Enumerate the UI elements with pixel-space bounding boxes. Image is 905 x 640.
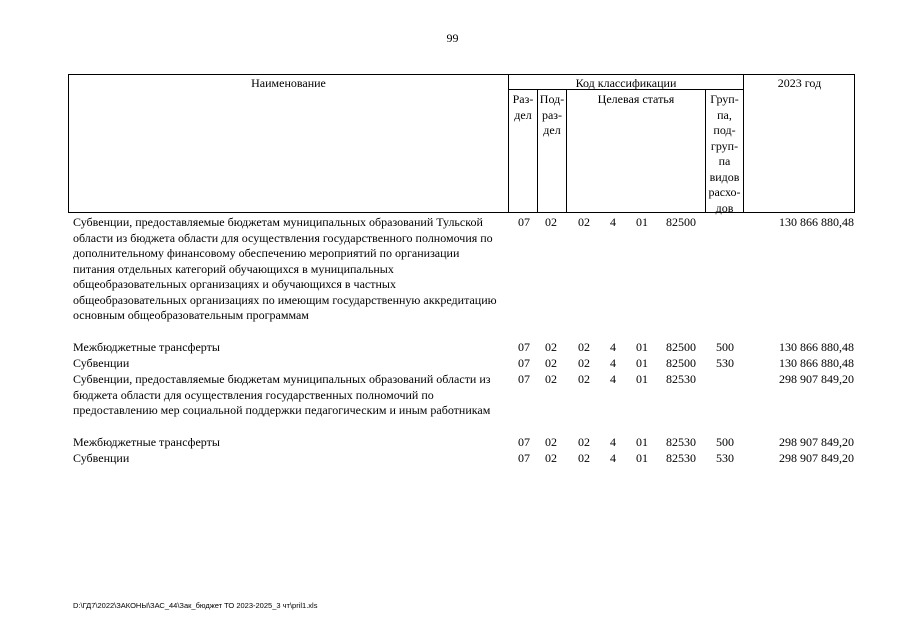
table-cell-target-program: 02	[578, 451, 590, 465]
table-cell-target-program: 02	[578, 340, 590, 354]
table-cell-target-subprogram: 01	[636, 215, 648, 229]
table-cell-target-program: 02	[578, 215, 590, 229]
table-cell-podrazdel: 02	[545, 435, 557, 449]
table-cell-amount: 298 907 849,20	[779, 372, 854, 386]
table-cell-target-subprogram: 01	[636, 356, 648, 370]
header-razdel: Раз- дел	[512, 92, 534, 122]
table-cell-target-program: 02	[578, 372, 590, 386]
footer-file-path: D:\ГД7\2022\ЗАКОНЫ\ЗАС_44\Зак_бюджет ТО 2023-2025_3 чт\pril1.xls	[73, 601, 318, 610]
table-row-name: Межбюджетные трансферты	[73, 435, 220, 449]
table-cell-podrazdel: 02	[545, 372, 557, 386]
table-cell-target-direction: 82530	[666, 435, 696, 449]
table-cell-razdel: 07	[518, 451, 530, 465]
table-cell-target-direction: 82530	[666, 451, 696, 465]
table-cell-expense-group: 530	[716, 356, 734, 370]
table-cell-podrazdel: 02	[545, 215, 557, 229]
table-row-name: Субвенции	[73, 451, 130, 465]
table-cell-razdel: 07	[518, 372, 530, 386]
header-target-article: Целевая статья	[597, 92, 675, 106]
header-expense-group: Груп- па, под- груп- па видов расхо- дов	[708, 92, 741, 215]
table-cell-target-type: 4	[610, 372, 616, 386]
header-podrazdel: Под- раз- дел	[539, 92, 565, 137]
table-row-name: Субвенции, предоставляемые бюджетам муниципальных образований Тульской области из бюджета области для осуществления государственного полномочия по дополнительному финансовому обеспечению мероприятий по организации питания отдельных категорий обучающихся в муниципальных общеобразовательных организациях и обучающихся в частных общеобразовательных организациях по имеющим государственную аккредитацию основным общеобразовательным программам	[73, 215, 497, 322]
table-row-name: Межбюджетные трансферты	[73, 340, 220, 354]
table-cell-target-type: 4	[610, 356, 616, 370]
table-cell-target-subprogram: 01	[636, 451, 648, 465]
table-cell-target-direction: 82500	[666, 340, 696, 354]
table-row-name: Субвенции, предоставляемые бюджетам муниципальных образований области из бюджета области для осуществления государственных полномочий по предоставлению мер социальной поддержки педагогическим и иным работникам	[73, 372, 491, 417]
header-year: 2023 год	[777, 76, 822, 90]
table-cell-target-direction: 82500	[666, 215, 696, 229]
table-cell-target-program: 02	[578, 435, 590, 449]
table-cell-razdel: 07	[518, 356, 530, 370]
table-cell-expense-group: 530	[716, 451, 734, 465]
header-name: Наименование	[251, 76, 326, 90]
table-cell-target-type: 4	[610, 451, 616, 465]
table-cell-amount: 298 907 849,20	[779, 435, 854, 449]
divider-code-year	[743, 74, 744, 213]
page-number: 99	[446, 31, 459, 45]
table-cell-target-program: 02	[578, 356, 590, 370]
table-cell-target-direction: 82530	[666, 372, 696, 386]
table-cell-expense-group: 500	[716, 340, 734, 354]
table-cell-target-subprogram: 01	[636, 340, 648, 354]
table-cell-target-type: 4	[610, 340, 616, 354]
table-cell-razdel: 07	[518, 435, 530, 449]
header-classification-code: Код классификации	[575, 76, 677, 90]
table-cell-razdel: 07	[518, 215, 530, 229]
table-cell-amount: 130 866 880,48	[779, 356, 854, 370]
table-cell-target-type: 4	[610, 435, 616, 449]
table-cell-target-subprogram: 01	[636, 435, 648, 449]
table-cell-razdel: 07	[518, 340, 530, 354]
table-cell-podrazdel: 02	[545, 451, 557, 465]
table-cell-target-subprogram: 01	[636, 372, 648, 386]
table-cell-expense-group: 500	[716, 435, 734, 449]
table-cell-target-type: 4	[610, 215, 616, 229]
table-cell-amount: 130 866 880,48	[779, 340, 854, 354]
table-cell-amount: 298 907 849,20	[779, 451, 854, 465]
table-row-name: Субвенции	[73, 356, 130, 370]
table-cell-podrazdel: 02	[545, 340, 557, 354]
table-cell-amount: 130 866 880,48	[779, 215, 854, 229]
table-cell-target-direction: 82500	[666, 356, 696, 370]
table-cell-podrazdel: 02	[545, 356, 557, 370]
divider-podrazdel	[566, 89, 567, 213]
